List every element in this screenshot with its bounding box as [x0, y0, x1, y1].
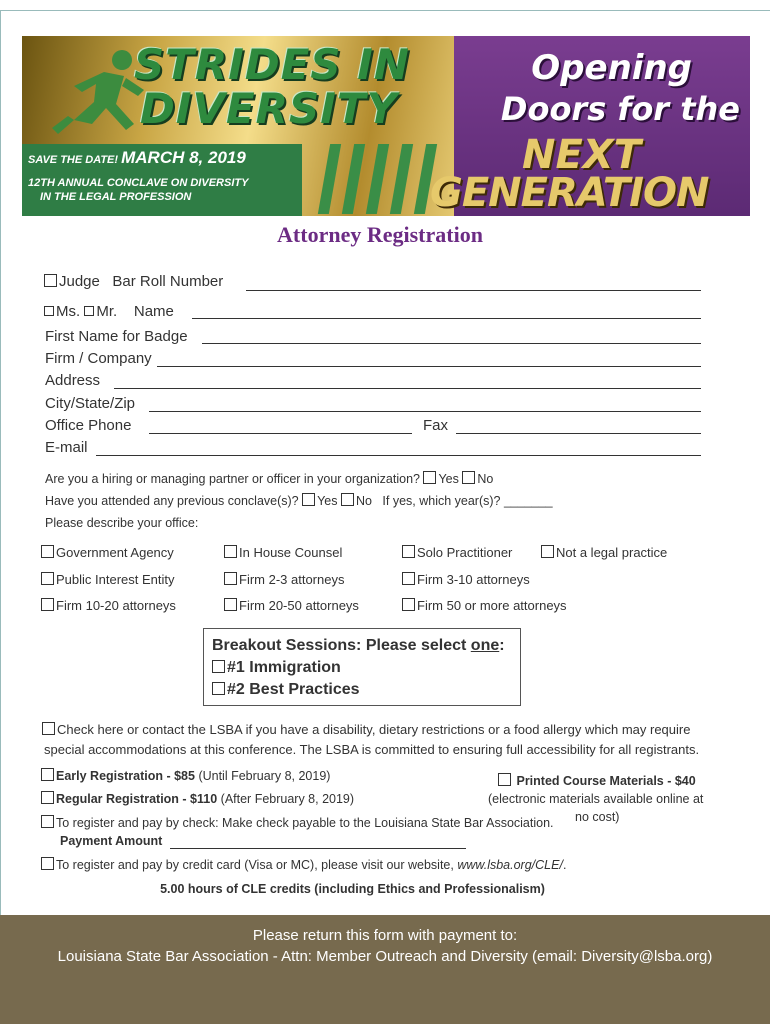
name-row [44, 303, 174, 320]
which-year-label: If yes, which year(s)? _______ [382, 494, 553, 508]
office-label: Firm 20-50 attorneys [239, 598, 359, 613]
early-checkbox[interactable] [41, 768, 54, 781]
check-label: To register and pay by check: Make check payable to the Louisiana State Bar Association. [56, 816, 554, 830]
conclave-line1: 12TH ANNUAL CONCLAVE ON DIVERSITY [28, 177, 249, 189]
office-option[interactable] [41, 598, 176, 613]
banner-stripes [314, 144, 444, 214]
judge-checkbox[interactable] [44, 274, 57, 287]
office-label: Firm 50 or more attorneys [417, 598, 567, 613]
firm-field[interactable] [157, 366, 701, 367]
breakout-heading-post: : [499, 637, 505, 654]
regular-note: (After February 8, 2019) [220, 792, 355, 806]
hiring-yes-checkbox[interactable] [423, 471, 436, 484]
hiring-question [45, 471, 493, 486]
early-note: (Until February 8, 2019) [198, 769, 331, 783]
check-checkbox[interactable] [41, 815, 54, 828]
event-banner [22, 36, 750, 216]
cle-credits: 5.00 hours of CLE credits (including Ethics and Professionalism) [160, 882, 545, 896]
regular-checkbox[interactable] [41, 791, 54, 804]
tagline-opening: Opening [531, 48, 692, 88]
office-option[interactable] [41, 572, 175, 587]
office-checkbox[interactable] [402, 545, 415, 558]
attended-yes-checkbox[interactable] [302, 493, 315, 506]
badge-label: First Name for Badge [45, 328, 188, 345]
bar-roll-label: Bar Roll Number [112, 273, 224, 290]
office-checkbox[interactable] [41, 545, 54, 558]
tagline-next: NEXT [522, 132, 641, 178]
city-field[interactable] [149, 411, 701, 412]
office-option[interactable] [402, 545, 512, 560]
office-checkbox[interactable] [224, 545, 237, 558]
judge-row [44, 273, 223, 290]
address-field[interactable] [114, 388, 701, 389]
firm-label: Firm / Company [45, 350, 152, 367]
ms-label: Ms. [56, 303, 81, 320]
office-label: Public Interest Entity [56, 572, 175, 587]
regular-registration[interactable] [41, 791, 354, 806]
attended-no-label: No [356, 494, 372, 508]
office-label: Solo Practitioner [417, 545, 513, 560]
materials-checkbox[interactable] [498, 773, 511, 786]
office-option[interactable] [41, 545, 174, 560]
accommodations-line2: special accommodations at this conference. The LSBA is committed to ensuring full accessibility for all registrants. [44, 742, 700, 757]
accommodations-text1: Check here or contact the LSBA if you have a disability, dietary restrictions or a food allergy which may require [57, 722, 691, 737]
save-prefix: SAVE THE DATE! [28, 154, 119, 166]
phone-label: Office Phone [45, 417, 132, 434]
accommodations-line1 [42, 722, 690, 737]
office-checkbox[interactable] [402, 598, 415, 611]
mr-checkbox[interactable] [84, 306, 94, 316]
office-checkbox[interactable] [41, 572, 54, 585]
save-the-date [28, 148, 246, 168]
bar-roll-field[interactable] [246, 290, 701, 291]
office-label: Firm 3-10 attorneys [417, 572, 530, 587]
credit-checkbox[interactable] [41, 857, 54, 870]
office-option[interactable] [224, 545, 342, 560]
mr-label: Mr. [96, 303, 118, 320]
fax-label: Fax [423, 417, 449, 434]
breakout-option-1-label: #1 Immigration [227, 659, 341, 676]
fax-field[interactable] [456, 433, 701, 434]
phone-field[interactable] [149, 433, 412, 434]
city-label: City/State/Zip [45, 395, 136, 412]
early-label: Early Registration - $85 [56, 769, 195, 783]
materials-note2: no cost) [575, 810, 620, 824]
payment-amount-field[interactable] [170, 848, 466, 849]
judge-label: Judge [59, 273, 100, 290]
office-option[interactable] [541, 545, 667, 560]
hiring-no-label: No [477, 472, 494, 486]
describe-label: Please describe your office: [45, 516, 199, 530]
name-label: Name [133, 303, 174, 320]
office-label: Firm 10-20 attorneys [56, 598, 176, 613]
materials-note1: (electronic materials available online at [488, 792, 704, 806]
name-field[interactable] [192, 318, 701, 319]
attended-text: Have you attended any previous conclave(s)? [45, 494, 299, 508]
attended-question [45, 493, 553, 508]
breakout-checkbox-2[interactable] [212, 682, 225, 695]
office-label: Firm 2-3 attorneys [239, 572, 345, 587]
ms-checkbox[interactable] [44, 306, 54, 316]
credit-option[interactable] [41, 857, 566, 872]
office-option[interactable] [224, 572, 344, 587]
office-option[interactable] [402, 572, 530, 587]
breakout-option-2[interactable] [212, 681, 520, 699]
form-title: Attorney Registration [277, 222, 483, 247]
early-registration[interactable] [41, 768, 330, 783]
footer-line1: Please return this form with payment to: [252, 927, 518, 944]
footer-line2: Louisiana State Bar Association - Attn: Member Outreach and Diversity (email: Diversity@lsba.org) [57, 948, 713, 965]
breakout-checkbox-1[interactable] [212, 660, 225, 673]
office-label: Government Agency [56, 545, 174, 560]
materials-option[interactable] [498, 773, 696, 788]
payment-amount-label: Payment Amount [60, 834, 163, 848]
breakout-heading-one: one [470, 637, 500, 654]
breakout-heading [212, 637, 520, 655]
banner-title-line1: STRIDES IN [134, 40, 411, 89]
credit-label: To register and pay by credit card (Visa or MC), please visit our website, [56, 858, 458, 872]
office-checkbox[interactable] [224, 598, 237, 611]
materials-label: Printed Course Materials - $40 [516, 774, 696, 788]
email-label: E-mail [45, 439, 88, 456]
regular-label: Regular Registration - $110 [56, 792, 218, 806]
address-label: Address [45, 372, 101, 389]
breakout-option-2-label: #2 Best Practices [227, 681, 360, 698]
credit-period: . [562, 858, 567, 872]
hiring-text: Are you a hiring or managing partner or officer in your organization? [45, 472, 420, 486]
check-option[interactable] [41, 815, 554, 830]
office-label: In House Counsel [239, 545, 343, 560]
accommodations-checkbox[interactable] [42, 722, 55, 735]
office-checkbox[interactable] [541, 545, 554, 558]
office-checkbox[interactable] [224, 572, 237, 585]
breakout-option-1[interactable] [212, 659, 520, 677]
hiring-yes-label: Yes [438, 472, 459, 486]
save-date: MARCH 8, 2019 [121, 148, 246, 167]
office-label: Not a legal practice [556, 545, 668, 560]
office-option[interactable] [402, 598, 567, 613]
tagline-doors: Doors for the [500, 90, 740, 128]
attended-yes-label: Yes [317, 494, 338, 508]
credit-url-link[interactable]: www.lsba.org/CLE/ [457, 858, 563, 872]
office-option[interactable] [224, 598, 359, 613]
office-checkbox[interactable] [41, 598, 54, 611]
conclave-line2: IN THE LEGAL PROFESSION [40, 191, 192, 203]
banner-title-line2: DIVERSITY [140, 84, 398, 133]
attended-no-checkbox[interactable] [341, 493, 354, 506]
email-field[interactable] [96, 455, 701, 456]
conclave-text [28, 176, 248, 204]
breakout-box [203, 628, 521, 706]
breakout-heading-pre: Breakout Sessions: Please select [212, 637, 471, 654]
hiring-no-checkbox[interactable] [462, 471, 475, 484]
badge-field[interactable] [202, 343, 701, 344]
tagline-generation: GENERATION [430, 170, 709, 216]
office-checkbox[interactable] [402, 572, 415, 585]
